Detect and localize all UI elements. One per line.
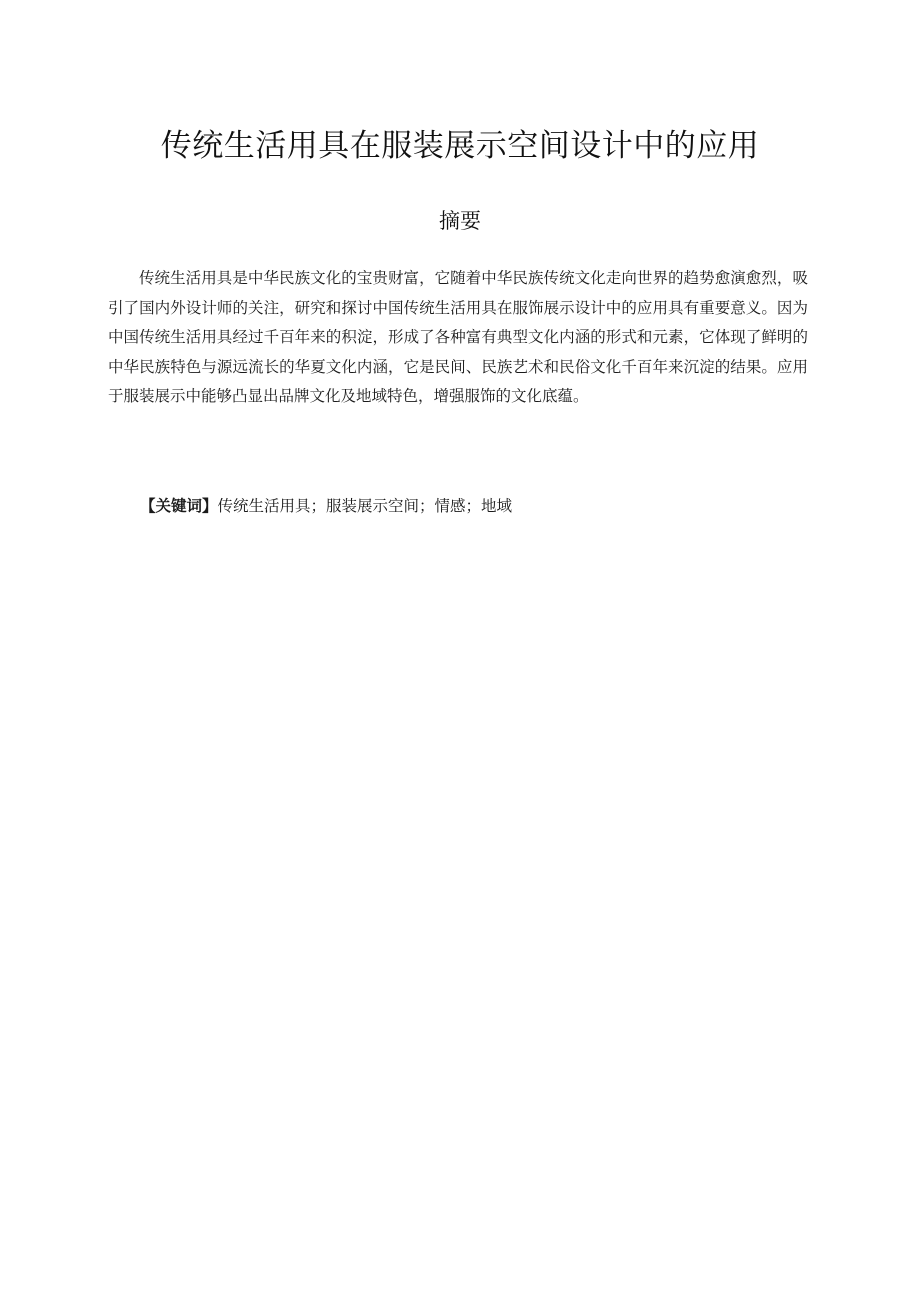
keywords-line — [140, 492, 820, 520]
paper-title: 传统生活用具在服装展示空间设计中的应用 — [160, 128, 760, 164]
keywords-list: 传统生活用具；服装展示空间；情感；地域 — [217, 497, 513, 515]
keywords-label: 【关键词】 — [140, 497, 218, 515]
abstract-paragraph: 传统生活用具是中华民族文化的宝贵财富，它随着中华民族传统文化走向世界的趋势愈演愈烈，吸引了国内外设计师的关注，研究和探讨中国传统生活用具在服饰展示设计中的应用具有重要意义。因为中国传统生活用具经过千百年来的积淀，形成了各种富有典型文化内涵的形式和元素，它体现了鲜明的中华民族特色与源远流长的华夏文化内涵，它是民间、民族艺术和民俗文化千百年来沉淀的结果。应用于服装展示中能够凸显出品牌文化及地域特色，增强服饰的文化底蕴。 — [108, 269, 808, 405]
abstract-heading: 摘要 — [439, 209, 481, 233]
